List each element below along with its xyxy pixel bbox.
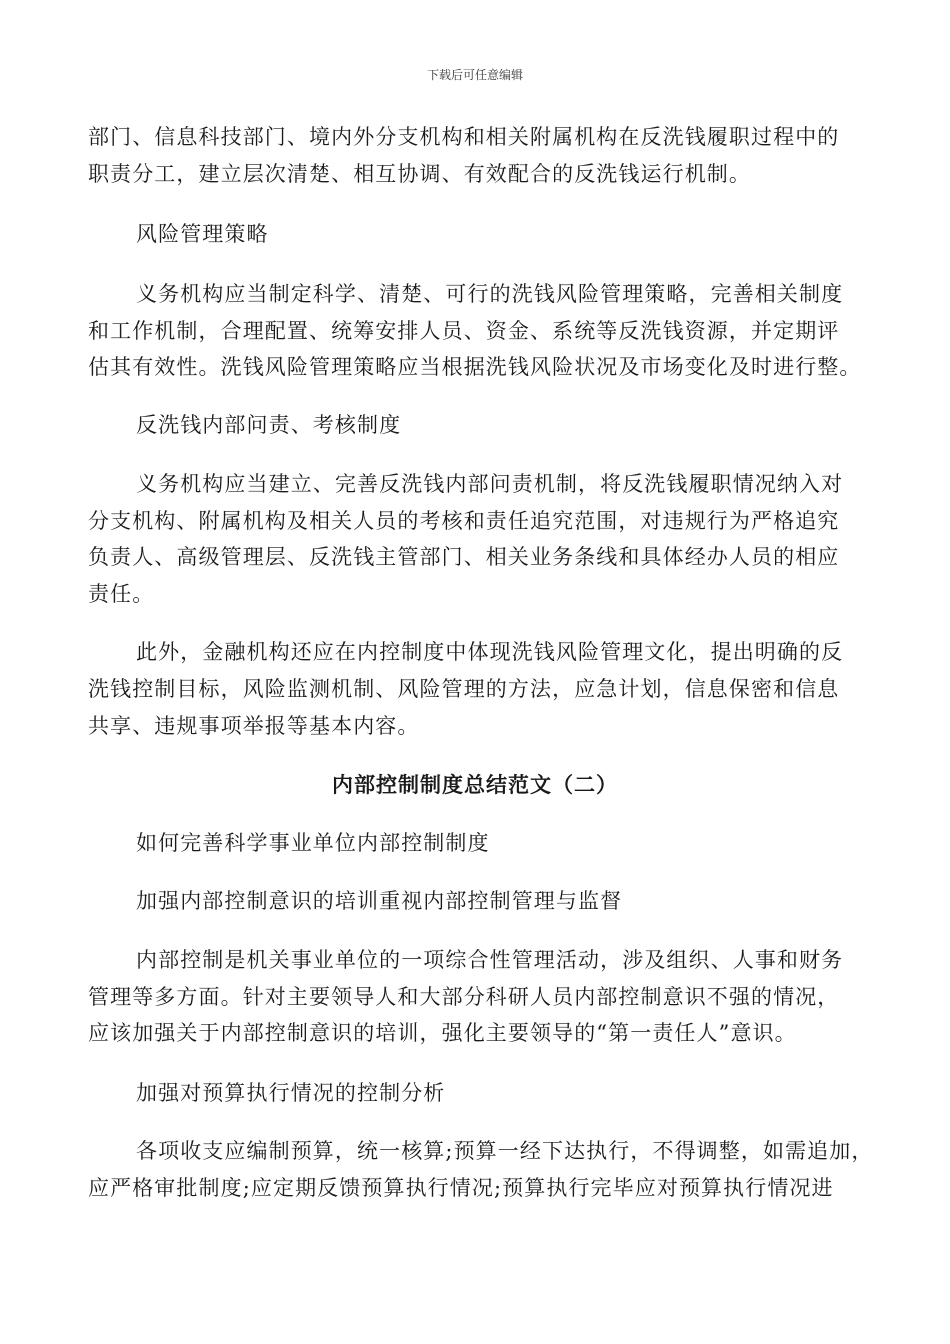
- subheading: 加强对预算执行情况的控制分析: [136, 1081, 446, 1105]
- body-line: 职责分工，建立层次清楚、相互协调、有效配合的反洗钱运行机制。: [88, 162, 751, 186]
- subheading: 风险管理策略: [136, 222, 269, 246]
- body-line: 此外，金融机构还应在内控制度中体现洗钱风险管理文化，提出明确的反: [136, 640, 844, 664]
- body-line: 和工作机制，合理配置、统筹安排人员、资金、系统等反洗钱资源，并定期评: [88, 319, 840, 343]
- body-line: 估其有效性。洗钱风险管理策略应当根据洗钱风险状况及市场变化及时进行整。: [88, 355, 862, 379]
- body-line: 共享、违规事项举报等基本内容。: [88, 714, 420, 738]
- body-line: 部门、信息科技部门、境内外分支机构和相关附属机构在反洗钱履职过程中的: [88, 125, 840, 149]
- page-header: 下载后可任意编辑: [426, 68, 523, 82]
- body-line: 各项收支应编制预算，统一核算;预算一经下达执行，不得调整，如需追加，: [136, 1139, 874, 1163]
- body-line: 应严格审批制度;应定期反馈预算执行情况;预算执行完毕应对预算执行情况进: [88, 1176, 834, 1200]
- body-line: 责任。: [88, 582, 155, 606]
- body-line: 应该加强关于内部控制意识的培训，强化主要领导的“第一责任人”意识。: [88, 1021, 797, 1045]
- subheading: 加强内部控制意识的培训重视内部控制管理与监督: [136, 889, 623, 913]
- body-line: 洗钱控制目标，风险监测机制、风险管理的方法，应急计划，信息保密和信息: [88, 677, 840, 701]
- body-line: 义务机构应当建立、完善反洗钱内部问责机制，将反洗钱履职情况纳入对: [136, 472, 844, 496]
- body-line: 内部控制是机关事业单位的一项综合性管理活动，涉及组织、人事和财务: [136, 948, 844, 972]
- body-line: 分支机构、附属机构及相关人员的考核和责任追究范围，对违规行为严格追究: [88, 509, 840, 533]
- body-line: 义务机构应当制定科学、清楚、可行的洗钱风险管理策略，完善相关制度: [136, 282, 844, 306]
- section-title: 内部控制制度总结范文（二）: [332, 772, 618, 797]
- subheading: 反洗钱内部问责、考核制度: [136, 413, 402, 437]
- body-line: 管理等多方面。针对主要领导人和大部分科研人员内部控制意识不强的情况，: [88, 985, 840, 1009]
- subheading: 如何完善科学事业单位内部控制制度: [136, 831, 490, 855]
- body-line: 负责人、高级管理层、反洗钱主管部门、相关业务条线和具体经办人员的相应: [88, 545, 840, 569]
